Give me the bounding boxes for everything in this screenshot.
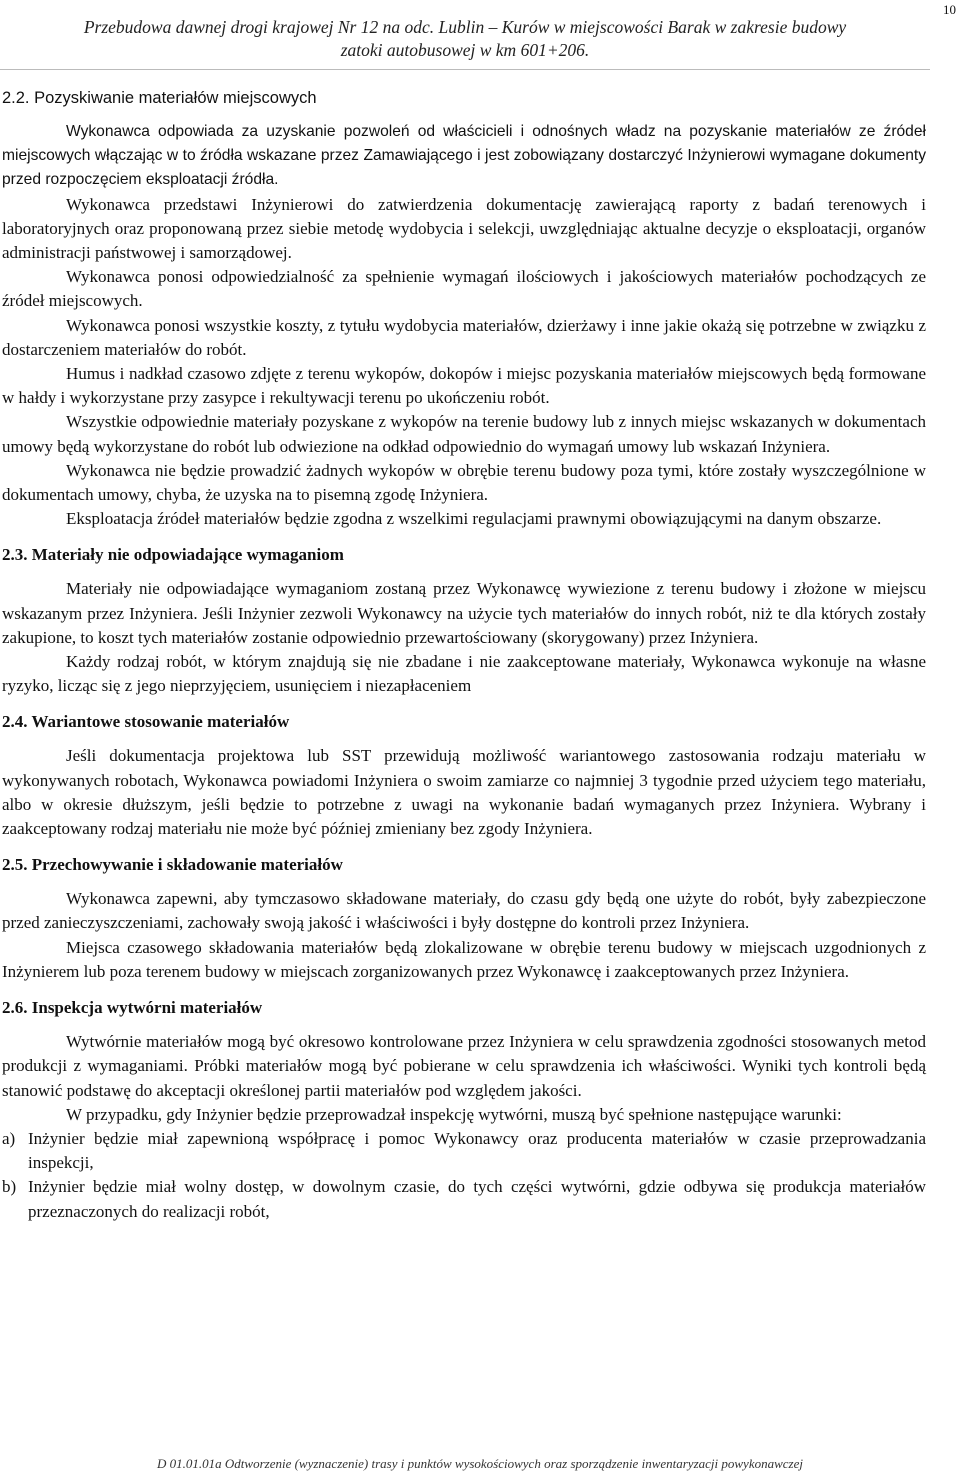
paragraph: Miejsca czasowego składowania materiałów będą zlokalizowane w obrębie terenu budowy w miejscach uzgodnionych z Inżynierem lub poza terenem budowy w miejscach zorganizowanych przez Wykonawcę i zaakceptowanych przez Inżyniera.: [2, 937, 926, 981]
paragraph: Wykonawca ponosi wszystkie koszty, z tytułu wydobycia materiałów, dzierżawy i inne jakie okażą się potrzebne w związku z dostarczeniem materiałów do robót.: [2, 315, 926, 359]
paragraph: Każdy rodzaj robót, w którym znajdują się nie zbadane i nie zaakceptowane materiały, Wykonawca wykonuje na własne ryzyko, licząc się z jego nieprzyjęciem, usunięciem i niezapłaceniem: [2, 652, 926, 696]
section-2-4: [2, 710, 926, 841]
header-line-1: Przebudowa dawnej drogi krajowej Nr 12 na odc. Lublin – Kurów w miejscowości Barak w zakresie budowy: [83, 17, 847, 37]
paragraph: Wytwórnie materiałów mogą być okresowo kontrolowane przez Inżyniera w celu sprawdzenia zgodności stosowanych metod produkcji z wymaganiami. Próbki materiałów mogą być pobierane w celu sprawdzenia ich właściwości. Wyniki tych kontroli będą stanowić podstawę do akceptacji określonej partii materiałów pod względem jakości.: [2, 1032, 926, 1100]
list-item-text: Inżynier będzie miał wolny dostęp, w dowolnym czasie, do tych części wytwórni, gdzie odbywa się produkcja materiałów przeznaczonych do realizacji robót,: [28, 1177, 926, 1221]
document-footer: D 01.01.01a Odtworzenie (wyznaczenie) trasy i punktów wysokościowych oraz sporządzenie inwentaryzacji powykonawczej: [157, 1456, 803, 1471]
paragraph: Wykonawca nie będzie prowadzić żadnych wykopów w obrębie terenu budowy poza tymi, które zostały wyszczególnione w dokumentach umowy, chyba, że uzyska na to pisemną zgodę Inżyniera.: [2, 460, 926, 505]
header-line-2: zatoki autobusowej w km 601+206.: [340, 39, 590, 60]
list-item: [2, 1175, 926, 1223]
list-marker: a): [2, 1128, 16, 1148]
page-number: 10: [943, 2, 956, 17]
paragraph: Eksploatacja źródeł materiałów będzie zgodna z wszelkimi regulacjami prawnymi obowiązującymi na danym obszarze.: [66, 509, 882, 529]
paragraph: Wykonawca zapewni, aby tymczasowo składowane materiały, do czasu gdy będą one użyte do robót, były zabezpieczone przed zanieczyszczeniami, zachowały swoją jakość i właściwości i były dostępne do kontroli przez Inżyniera.: [2, 889, 926, 933]
list-marker: b): [2, 1177, 17, 1197]
paragraph: Wszystkie odpowiednie materiały pozyskane z wykopów na terenie budowy lub z innych miejsc wskazanych w dokumentach umowy będą wykorzystane do robót lub odwiezione na odkład odpowiednio do wymagań umowy lub wskazań Inżyniera.: [2, 412, 926, 456]
section-2-5: [2, 853, 926, 984]
section-title: 2.4. Wariantowe stosowanie materiałów: [2, 712, 290, 732]
paragraph: Jeśli dokumentacja projektowa lub SST przewidują możliwość wariantowego zastosowania rodzaju materiału w wykonywanych robotach, Wykonawca powiadomi Inżyniera o swoim zamiarze co najmniej 3 tygodnie przed użyciem tego materiału, albo w okresie dłuższym, jeśli będzie to potrzebne z uwagi na wykonanie badań wymaganych przez Inżyniera. Wybrany i zaakceptowany rodzaj materiału nie może być później zmieniany bez zgody Inżyniera.: [2, 746, 926, 839]
paragraph: Humus i nadkład czasowo zdjęte z terenu wykopów, dokopów i miejsc pozyskania materiałów miejscowych będą formowane w hałdy i wykorzystane przy zasypce i rekultywacji terenu po ukończeniu robót.: [2, 364, 926, 408]
requirements-list: [2, 1127, 926, 1224]
list-item: [2, 1127, 926, 1175]
paragraph: W przypadku, gdy Inżynier będzie przeprowadzał inspekcję wytwórni, muszą być spełnione następujące warunki:: [66, 1104, 842, 1124]
section-title: 2.3. Materiały nie odpowiadające wymaganiom: [2, 545, 344, 565]
document-body: [2, 86, 926, 1224]
section-2-6: [2, 996, 926, 1224]
header-divider: [0, 69, 930, 70]
list-item-text: Inżynier będzie miał zapewnioną współpracę i pomoc Wykonawcy oraz producenta materiałów w czasie przeprowadzania inspekcji,: [28, 1128, 926, 1173]
paragraph: Wykonawca przedstawi Inżynierowi do zatwierdzenia dokumentację zawierającą raporty z badań terenowych i laboratoryjnych oraz proponowaną przez siebie metodę wydobycia i selekcji, uwzględniając aktualne decyzje o eksploatacji, organów administracji państwowej i samorządowej.: [2, 194, 926, 263]
paragraph: Wykonawca odpowiada za uzyskanie pozwoleń od właścicieli i odnośnych władz na pozyskanie materiałów ze źródeł miejscowych włączając w to źródła wskazane przez Zamawiającego i jest zobowiązany dostarczyć Inżynierowi wymagane dokumenty przed rozpoczęciem eksploatacji źródła.: [2, 123, 926, 189]
document-header: [0, 16, 930, 61]
section-2-3: [2, 543, 926, 698]
paragraph: Materiały nie odpowiadające wymaganiom zostaną przez Wykonawcę wywiezione z terenu budowy i złożone w miejscu wskazanym przez Inżyniera. Jeśli Inżynier zezwoli Wykonawcy na użycie tych materiałów do innych robót, niż te dla których zostały zakupione, to koszt tych materiałów zostanie odpowiednio przewartościowany (skorygowany) przez Inżyniera.: [2, 579, 926, 647]
paragraph: Wykonawca ponosi odpowiedzialność za spełnienie wymagań ilościowych i jakościowych materiałów pochodzących ze źródeł miejscowych.: [2, 267, 926, 311]
section-title: 2.5. Przechowywanie i składowanie materiałów: [2, 855, 343, 875]
section-title: 2.2. Pozyskiwanie materiałów miejscowych: [2, 89, 317, 107]
section-2-2: [2, 86, 926, 531]
section-title: 2.6. Inspekcja wytwórni materiałów: [2, 998, 263, 1018]
